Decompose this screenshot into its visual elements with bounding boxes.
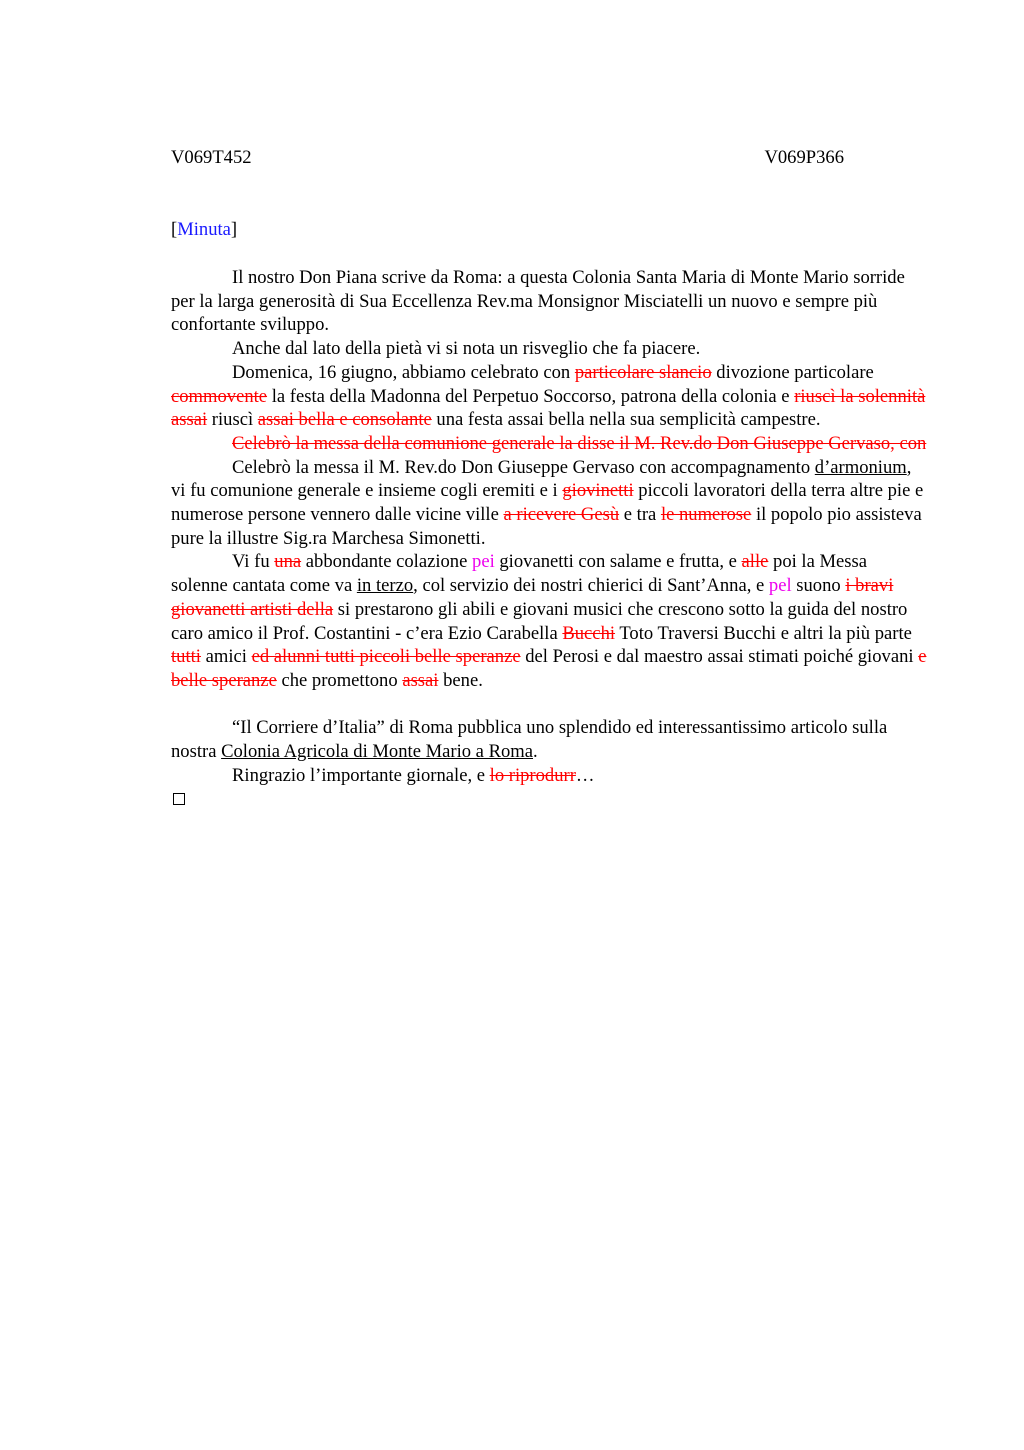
label-word: Minuta bbox=[177, 219, 231, 240]
text-run: del Perosi e dal maestro assai stimati poiché giovani bbox=[520, 646, 919, 668]
deleted-text: Celebrò la messa della comunione generale la disse il M. Rev.do Don Giuseppe Gervaso, con bbox=[232, 432, 927, 454]
document-body bbox=[171, 266, 928, 812]
text-run: Celebrò la messa il M. Rev.do Don Giuseppe Gervaso con accompagnamento bbox=[232, 456, 815, 478]
deleted-text: Bucchi bbox=[562, 622, 616, 644]
text-run: “Il Corriere d’Italia” di Roma pubblica uno splendido ed interessantissimo articolo sulla nostra bbox=[171, 717, 888, 763]
underlined-text: in terzo bbox=[356, 575, 414, 597]
text-run: Toto Traversi Bucchi e altri la più parte bbox=[615, 622, 912, 644]
paragraph-8 bbox=[171, 764, 928, 788]
draft-label bbox=[171, 218, 237, 242]
deleted-text: assai bbox=[402, 669, 439, 691]
paragraph-4 bbox=[171, 432, 928, 456]
text-run: giovanetti con salame e frutta, e bbox=[494, 551, 742, 573]
text-run: una festa assai bella nella sua semplicità campestre. bbox=[431, 409, 821, 431]
text-run: Ringrazio l’importante giornale, e bbox=[232, 764, 490, 786]
deleted-text: ed alunni tutti piccoli belle speranze bbox=[251, 646, 521, 668]
deleted-text: commovente bbox=[171, 385, 268, 407]
paragraph-5 bbox=[171, 456, 928, 551]
document-code-left: V069T452 bbox=[171, 147, 252, 168]
text-run: abbondante colazione bbox=[301, 551, 473, 573]
paragraph-6 bbox=[171, 550, 928, 692]
text-run: riuscì bbox=[207, 409, 258, 431]
text-run: … bbox=[575, 764, 595, 786]
text-run: Vi fu bbox=[232, 551, 275, 573]
paragraph-1 bbox=[171, 266, 928, 337]
text-run: il popolo pio assisteva pure la illustre Sig.ra Marchesa Simonetti. bbox=[171, 504, 922, 549]
deleted-text: le numerose bbox=[660, 504, 752, 526]
text-run: bene. bbox=[438, 669, 483, 691]
paragraph-spacer bbox=[171, 693, 928, 717]
text-run: si prestarono gli abili e giovani musici che crescono sotto la guida del nostro caro amico il Prof. Costantini - c’era Ezio Carabella bbox=[171, 598, 908, 644]
label-open-bracket: [ bbox=[171, 219, 178, 240]
paragraph-2 bbox=[171, 337, 928, 361]
deleted-text: tutti bbox=[171, 646, 201, 668]
label-close-bracket: ] bbox=[230, 219, 238, 240]
inserted-text: pel bbox=[768, 575, 792, 597]
text-run: e tra bbox=[619, 504, 661, 526]
deleted-text: particolare slancio bbox=[574, 361, 712, 383]
text-run: Anche dal lato della pietà vi si nota un risveglio che fa piacere. bbox=[232, 338, 701, 360]
underlined-text: Colonia Agricola di Monte Mario a Roma bbox=[221, 741, 534, 763]
underlined-text: d’armonium bbox=[814, 456, 907, 478]
deleted-text: assai bella e consolante bbox=[257, 409, 432, 431]
text-run: . bbox=[533, 741, 538, 763]
text-run: Il nostro Don Piana scrive da Roma: a questa Colonia Santa Maria di Monte Mario sorride per la larga generosità di Sua Eccellenza Rev.ma Monsignor Misciatelli un nuovo e sempre più confortante sviluppo. bbox=[171, 267, 905, 336]
text-run: che promettono bbox=[276, 669, 403, 691]
deleted-text: riuscì la solennità assai bbox=[171, 385, 926, 431]
text-run: la festa della Madonna del Perpetuo Soccorso, patrona della colonia e bbox=[267, 385, 795, 407]
text-run: piccoli lavoratori della terra altre pie e numerose persone vennero dalle vicine ville bbox=[171, 480, 924, 526]
deleted-text: una bbox=[274, 551, 302, 573]
text-run: suono bbox=[791, 575, 846, 597]
deleted-text: i bravi giovanetti artisti della bbox=[171, 575, 894, 620]
deleted-text: a ricevere Gesù bbox=[503, 504, 620, 526]
text-run: divozione particolare bbox=[711, 361, 874, 383]
text-run: , vi fu comunione generale e insieme cogli eremiti e i bbox=[171, 456, 912, 502]
inserted-text: pei bbox=[472, 551, 495, 573]
deleted-text: e belle speranze bbox=[171, 646, 927, 691]
page-header bbox=[171, 146, 844, 170]
end-marker-line bbox=[171, 787, 928, 812]
deleted-text: giovinetti bbox=[562, 480, 634, 502]
paragraph-3 bbox=[171, 361, 928, 432]
paragraph-7 bbox=[171, 716, 928, 763]
deleted-text: alle bbox=[741, 551, 769, 573]
deleted-text: lo riprodurr bbox=[489, 764, 576, 786]
checkbox-square-icon bbox=[173, 793, 185, 805]
text-run: poi la Messa solenne cantata come va bbox=[171, 551, 868, 597]
text-run: , col servizio dei nostri chierici di Sant’Anna, e bbox=[413, 575, 769, 597]
text-run: Domenica, 16 giugno, abbiamo celebrato con bbox=[232, 361, 575, 383]
text-run: amici bbox=[200, 646, 252, 668]
document-code-right: V069P366 bbox=[764, 147, 844, 168]
